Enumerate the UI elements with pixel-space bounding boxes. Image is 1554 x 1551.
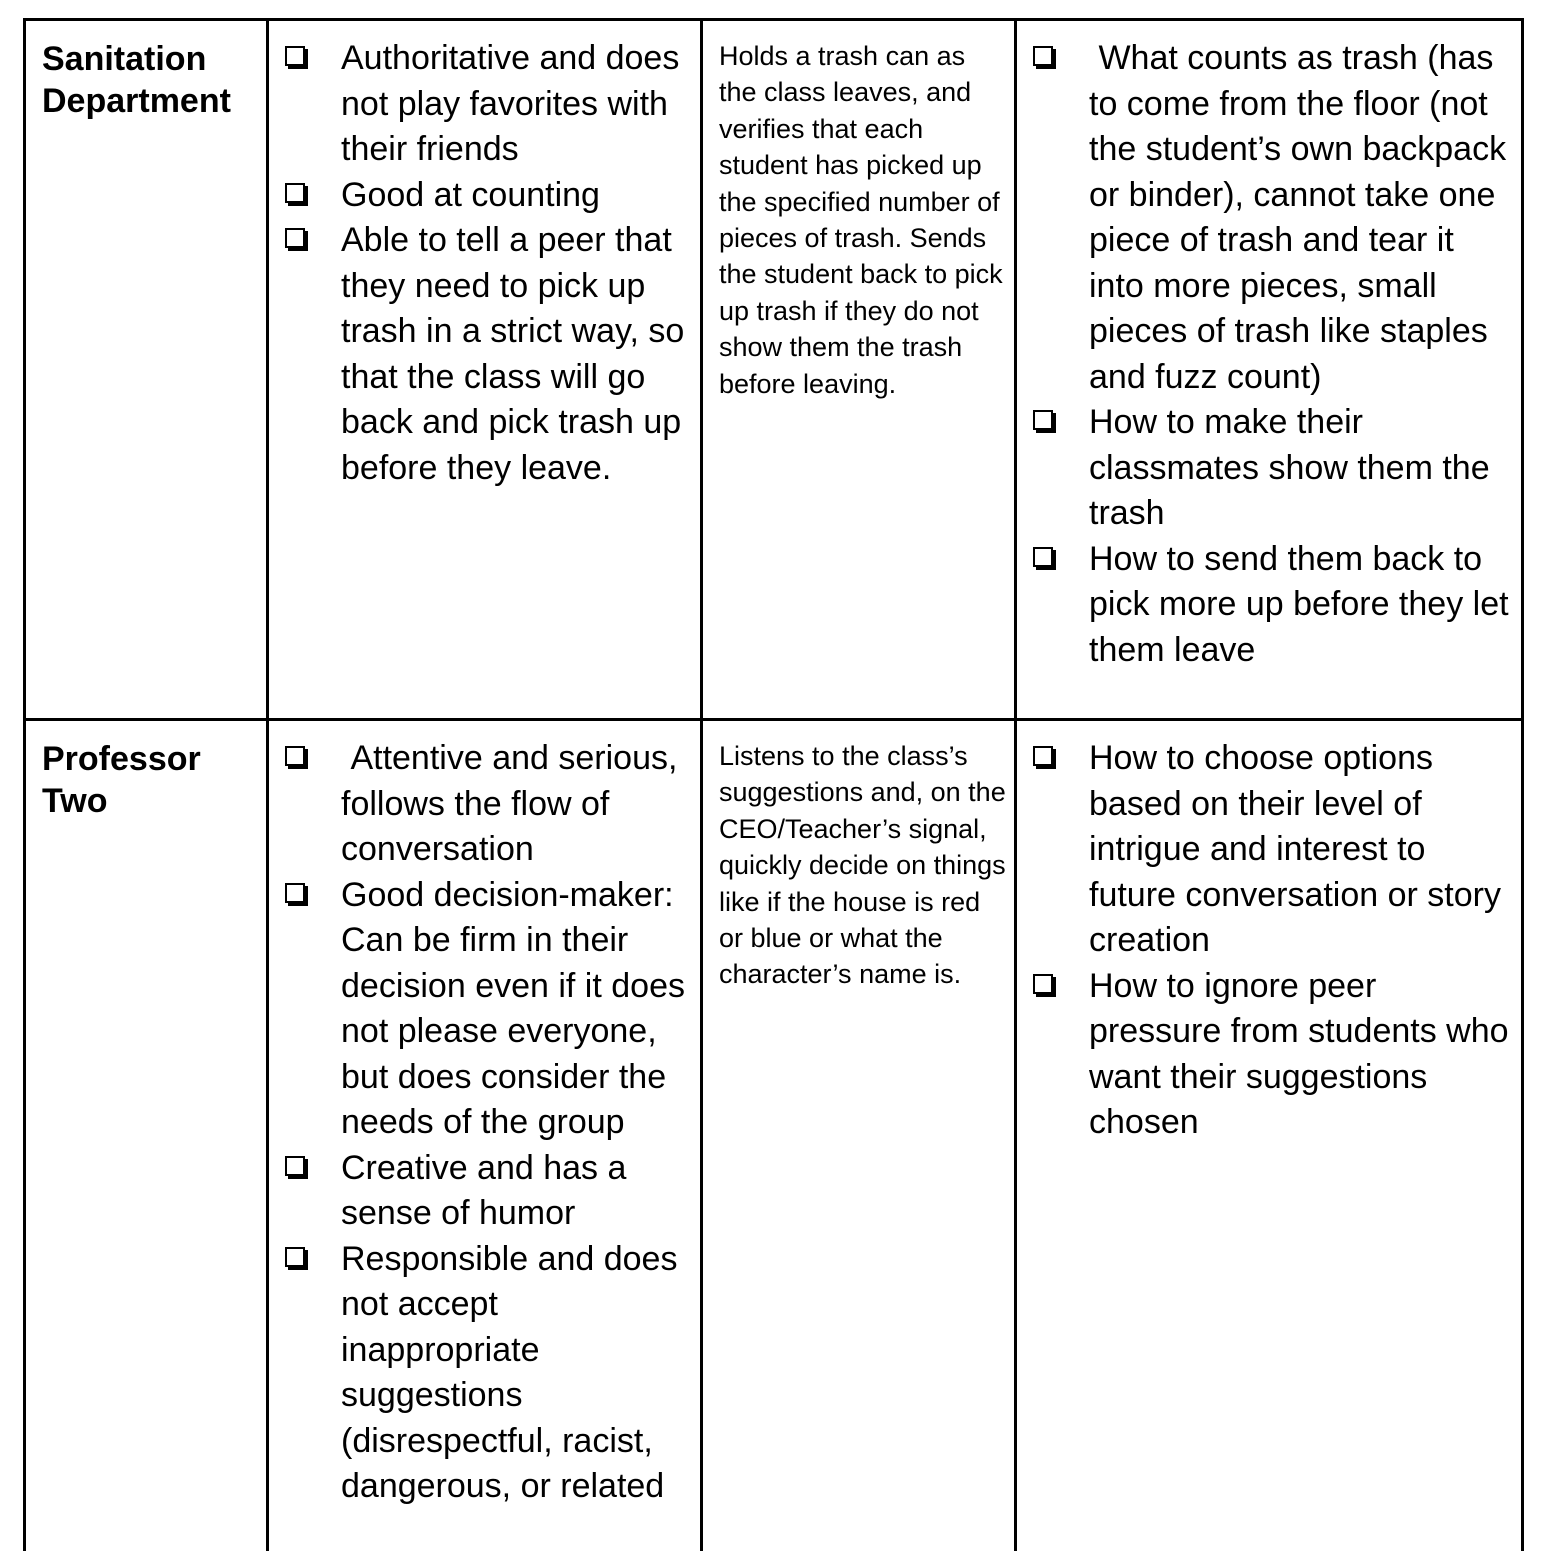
job-description: Listens to the class’s suggestions and, on the CEO/Teacher’s signal, quickly decide on things like if the house is red or blue or what the character’s name is. (703, 721, 1014, 993)
checkbox-bullet-icon (1033, 746, 1053, 766)
role-cell (25, 20, 268, 720)
checkbox-bullet-icon (285, 883, 305, 903)
checkbox-bullet-icon (1033, 410, 1053, 430)
list-item (1017, 537, 1521, 674)
list-item-text: Authoritative and does not play favorites with their friends (341, 39, 679, 168)
job-description: Holds a trash can as the class leaves, and verifies that each student has picked up the specified number of pieces of trash. Sends the student back to pick up trash if they do not show them the trash before leaving. (703, 21, 1014, 402)
list-item-text: Responsible and does not accept inappropriate suggestions (disrespectful, racist, dangerous, or related (341, 1240, 677, 1506)
list-item-text: Creative and has a sense of humor (341, 1149, 626, 1233)
table-row (25, 720, 1523, 1551)
list-item-text: Able to tell a peer that they need to pick up trash in a strict way, so that the class will go back and pick trash up before they leave. (341, 221, 684, 487)
list-item-text: Good decision-maker: Can be firm in their decision even if it does not please everyone, but does consider the needs of the group (341, 876, 694, 1142)
list-item (269, 873, 700, 1146)
list-item (1017, 964, 1521, 1146)
role-name (26, 721, 266, 822)
role-name-line: Department (42, 80, 266, 122)
list-item-text: How to ignore peer pressure from students who want their suggestions chosen (1089, 967, 1509, 1142)
learn-cell (1016, 720, 1523, 1551)
skills-cell (268, 720, 702, 1551)
list-item (1017, 736, 1521, 964)
list-item (269, 1146, 700, 1237)
list-item-text: What counts as trash (has to come from the floor (not the student’s own backpack or binder), cannot take one piece of trash and tear it into more pieces, small pieces of trash like staples and fuzz count) (1089, 39, 1516, 396)
role-cell (25, 720, 268, 1551)
list-item (269, 36, 700, 173)
checkbox-bullet-icon (285, 746, 305, 766)
checkbox-bullet-icon (1033, 547, 1053, 567)
list-item (269, 736, 700, 873)
list-item (269, 218, 700, 491)
learn-list (1017, 21, 1521, 673)
list-item-text: Attentive and serious, follows the flow of conversation (341, 739, 687, 868)
description-cell (702, 20, 1016, 720)
checkbox-bullet-icon (285, 46, 305, 66)
role-name (26, 21, 266, 122)
checkbox-bullet-icon (1033, 46, 1053, 66)
description-cell (702, 720, 1016, 1551)
role-name-line: Two (42, 780, 266, 822)
checkbox-bullet-icon (285, 1247, 305, 1267)
list-item-text: How to send them back to pick more up before they let them leave (1089, 540, 1509, 669)
list-item-text: How to make their classmates show them the trash (1089, 403, 1490, 532)
list-item-text: How to choose options based on their level of intrigue and interest to future conversation or story creation (1089, 739, 1520, 959)
skills-list (269, 721, 700, 1510)
skills-cell (268, 20, 702, 720)
checkbox-bullet-icon (1033, 974, 1053, 994)
list-item (1017, 400, 1521, 537)
roles-table (23, 18, 1524, 1551)
list-item (269, 1237, 700, 1510)
learn-cell (1016, 20, 1523, 720)
list-item-text: Good at counting (341, 176, 600, 214)
table-row (25, 20, 1523, 720)
list-item (1017, 36, 1521, 400)
checkbox-bullet-icon (285, 183, 305, 203)
role-name-line: Sanitation (42, 38, 266, 80)
learn-list (1017, 721, 1521, 1146)
checkbox-bullet-icon (285, 1156, 305, 1176)
list-item (269, 173, 700, 219)
role-name-line: Professor (42, 738, 266, 780)
skills-list (269, 21, 700, 491)
checkbox-bullet-icon (285, 228, 305, 248)
